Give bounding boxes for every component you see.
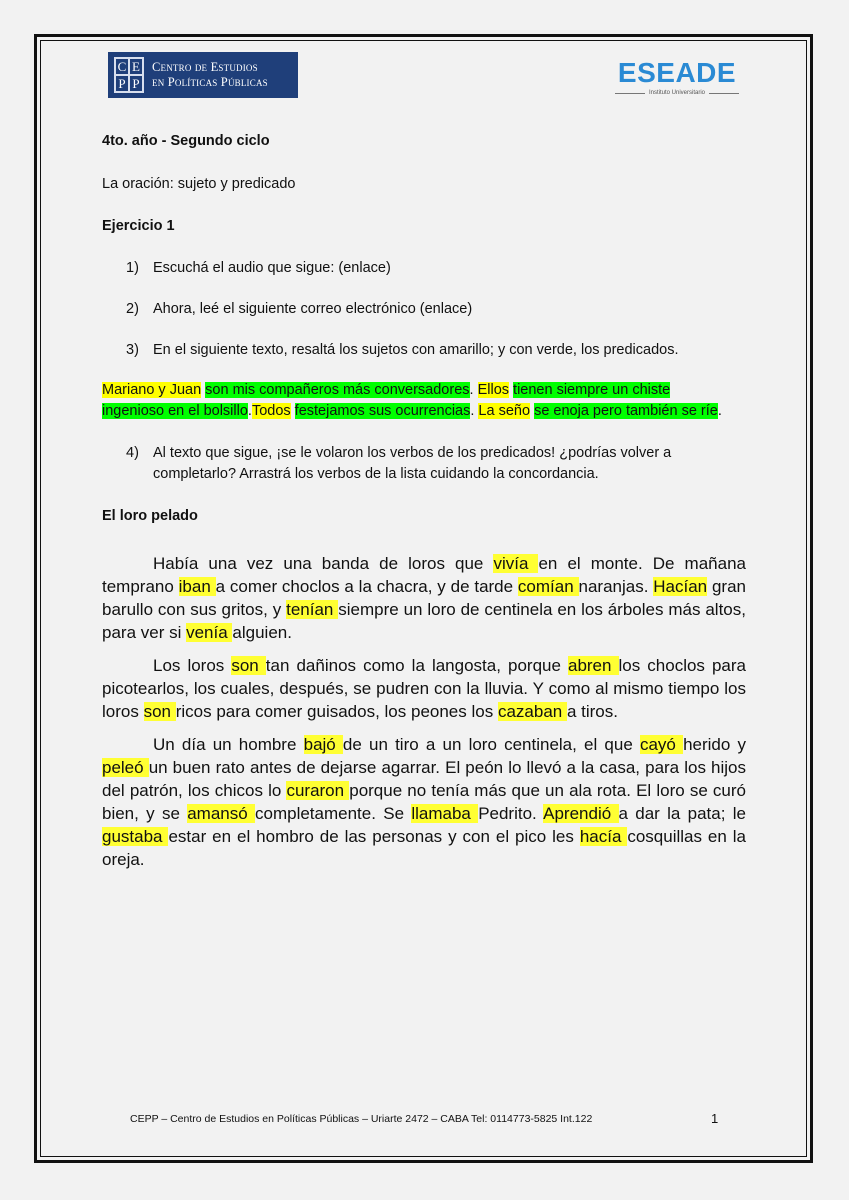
step-text: Al texto que sigue, ¡se le volaron los verbos de los predicados! ¿podrías volver a completarlo? Arrastrá los verbos de la lista cuidando la concordancia. xyxy=(153,445,672,482)
predicate-highlight: se enoja pero también se ríe xyxy=(534,403,718,419)
text-segment: Pedrito. xyxy=(478,804,544,823)
step-number: 1) xyxy=(126,260,139,276)
text-segment: porque no tenía más que un ala rota. El loro se curó bien, y se xyxy=(102,781,746,823)
verb-highlight[interactable]: cazaban xyxy=(497,702,567,721)
text-segment: completamente. Se xyxy=(255,804,412,823)
instruction-step-3 xyxy=(126,342,679,358)
verb-highlight[interactable]: tenían xyxy=(286,600,339,619)
story-text xyxy=(102,552,746,871)
story-paragraph xyxy=(102,552,746,644)
verb-highlight[interactable]: hacía xyxy=(579,827,628,846)
predicate-highlight: festejamos sus ocurrencias xyxy=(294,403,471,419)
step-number: 2) xyxy=(126,301,139,317)
cepp-logo xyxy=(108,52,298,98)
step-text: Ahora, leé el siguiente correo electrónico (enlace) xyxy=(153,301,473,317)
step-number: 3) xyxy=(126,342,139,358)
verb-highlight[interactable]: abren xyxy=(567,656,619,675)
text-segment: . xyxy=(469,382,478,398)
predicate-highlight: tienen siempre un chiste ingenioso en el bolsillo xyxy=(102,382,671,419)
subject-highlight: Ellos xyxy=(477,382,510,398)
text-segment: ricos para comer guisados, los peones los xyxy=(175,702,498,721)
subject-highlight: La seño xyxy=(478,403,531,419)
text-segment: en el monte. De mañana temprano xyxy=(102,554,746,596)
eseade-logo xyxy=(612,58,742,96)
text-segment: un buen rato antes de dejarse agarrar. El peón lo llevó a la casa, para los hijos del patrón, los chicos lo xyxy=(102,758,746,800)
text-segment: naranjas. xyxy=(578,577,654,596)
instruction-step-2 xyxy=(126,301,472,317)
verb-highlight[interactable]: son xyxy=(231,656,266,675)
predicate-highlight: son mis compañeros más conversadores xyxy=(205,382,470,398)
divider xyxy=(615,93,645,94)
verb-highlight[interactable]: amansó xyxy=(187,804,255,823)
text-segment: . xyxy=(717,403,722,419)
text-segment: gran barullo con sus gritos, y xyxy=(102,577,746,619)
cepp-name-line2: en Políticas Públicas xyxy=(152,75,268,89)
cepp-monogram xyxy=(114,57,144,93)
text-segment: Los loros xyxy=(153,656,232,675)
story-paragraph xyxy=(102,654,746,723)
story-paragraph xyxy=(102,733,746,871)
cepp-name xyxy=(152,60,268,90)
text-segment: tan dañinos como la langosta, porque xyxy=(265,656,568,675)
cepp-name-line1: Centro de Estudios xyxy=(152,60,258,74)
instruction-step-1 xyxy=(126,260,391,276)
cepp-letter: C xyxy=(115,58,129,75)
verb-highlight[interactable]: llamaba xyxy=(411,804,479,823)
subject-highlight: Todos xyxy=(251,403,291,419)
text-segment: alguien. xyxy=(232,623,292,642)
step-text: En el siguiente texto, resaltá los sujetos con amarillo; y con verde, los predicados. xyxy=(153,342,679,358)
text-segment: herido y xyxy=(683,735,746,754)
verb-highlight[interactable]: bajó xyxy=(303,735,343,754)
verb-highlight[interactable]: vivía xyxy=(493,554,539,573)
story-title: El loro pelado xyxy=(102,508,198,524)
step-number: 4) xyxy=(126,445,139,461)
text-segment: los choclos para picotearlos, los cuales, después, se pudren con la lluvia. Y como al mismo tiempo los loros xyxy=(102,656,746,721)
verb-highlight[interactable]: Hacían xyxy=(653,577,708,596)
verb-highlight[interactable]: gustaba xyxy=(102,827,169,846)
text-segment: a comer choclos a la chacra, y de tarde xyxy=(215,577,518,596)
verb-highlight[interactable]: venía xyxy=(186,623,233,642)
highlighted-sentences xyxy=(102,380,732,422)
text-segment: . xyxy=(470,403,479,419)
verb-highlight[interactable]: son xyxy=(143,702,176,721)
exercise-heading: Ejercicio 1 xyxy=(102,218,175,234)
eseade-wordmark: ESEADE xyxy=(617,57,737,88)
text-segment: a dar la pata; le xyxy=(618,804,746,823)
topic-line: La oración: sujeto y predicado xyxy=(102,176,296,192)
verb-highlight[interactable]: comían xyxy=(517,577,579,596)
verb-highlight[interactable]: Aprendió xyxy=(543,804,619,823)
cepp-letter: E xyxy=(129,58,143,75)
text-segment: siempre un loro de centinela en los árboles más altos, para ver si xyxy=(102,600,746,642)
text-segment: Había una vez una banda de loros que xyxy=(153,554,494,573)
divider xyxy=(709,93,739,94)
verb-highlight[interactable]: curaron xyxy=(286,781,350,800)
eseade-subtitle xyxy=(612,90,742,96)
verb-highlight[interactable]: cayó xyxy=(639,735,684,754)
verb-highlight[interactable]: peleó xyxy=(102,758,149,777)
grade-heading: 4to. año - Segundo ciclo xyxy=(102,133,270,149)
text-segment: estar en el hombro de las personas y con el pico les xyxy=(168,827,580,846)
subject-highlight: Mariano y Juan xyxy=(102,382,202,398)
text-segment: Un día un hombre xyxy=(153,735,304,754)
cepp-letter: P xyxy=(129,75,143,92)
text-segment: de un tiro a un loro centinela, el que xyxy=(342,735,640,754)
step-text: Escuchá el audio que sigue: (enlace) xyxy=(153,260,391,276)
footer-address: CEPP – Centro de Estudios en Políticas Públicas – Uriarte 2472 – CABA Tel: 0114773-5825 Int.122 xyxy=(130,1113,593,1125)
text-segment: cosquillas en la oreja. xyxy=(102,827,746,869)
instruction-step-4 xyxy=(126,443,746,485)
text-segment: a tiros. xyxy=(566,702,618,721)
cepp-letter: P xyxy=(115,75,129,92)
eseade-subtitle-text: Instituto Universitario xyxy=(648,90,706,96)
verb-highlight[interactable]: iban xyxy=(178,577,216,596)
page-number: 1 xyxy=(711,1111,719,1126)
text-segment: . xyxy=(247,403,252,419)
